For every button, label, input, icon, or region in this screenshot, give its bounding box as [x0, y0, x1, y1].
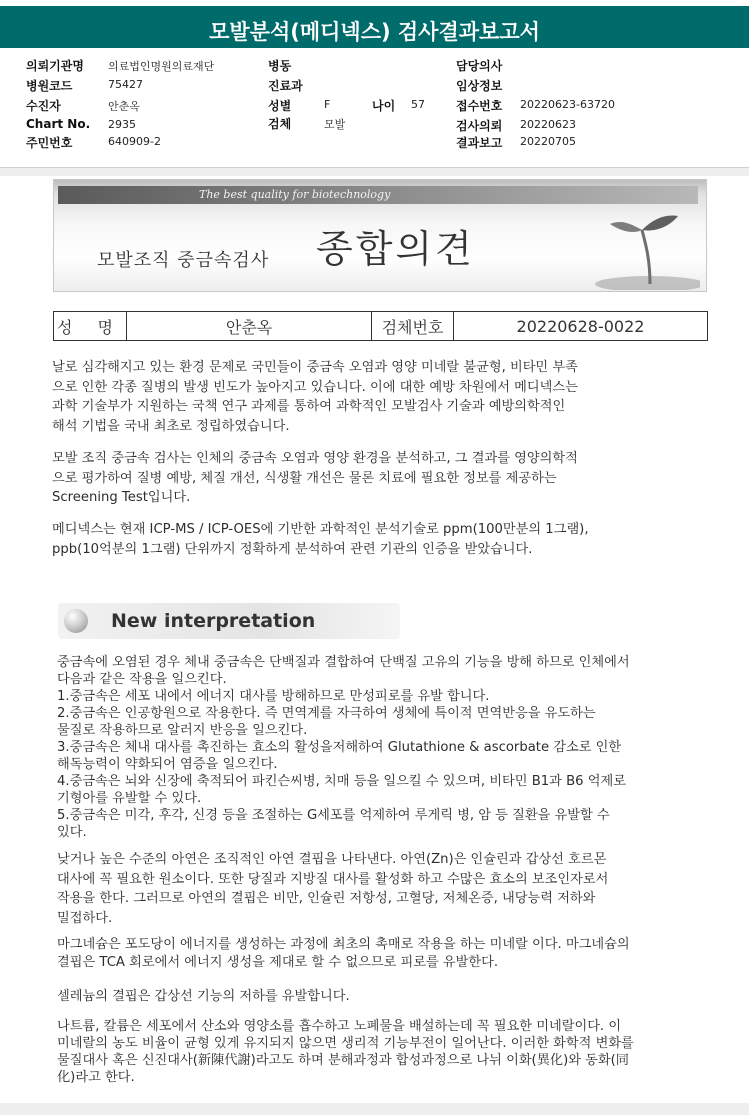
- intro-paragraph-3: [52, 520, 712, 559]
- resident-no-label: 주민번호: [26, 136, 73, 150]
- specimen-no-value: 20220628-0022: [516, 316, 645, 336]
- text-line: 2.중금속은 인공항원으로 작용한다. 즉 면역계를 자극하여 생체에 특이적 면역반응을 유도하는: [57, 706, 596, 721]
- report-title: 모발분석(메디넥스) 검사결과보고서: [0, 0, 749, 48]
- doctor-label: 담당의사: [456, 59, 503, 73]
- text-line: 기형아를 유발할 수 있다.: [57, 791, 202, 806]
- summary-banner: [53, 179, 707, 292]
- text-line: 4.중금속은 뇌와 신장에 축적되어 파킨슨씨병, 치매 등을 일으킬 수 있으며, 비타민 B1과 B6 억제로: [57, 774, 626, 789]
- chart-no-label: Chart No.: [26, 117, 91, 131]
- name-table: [53, 311, 708, 341]
- section-title: New interpretation: [111, 610, 316, 632]
- text-line: 과학 기술부가 지원하는 국책 연구 과제를 통하여 과학적인 모발검사 기술과 예방의학적인: [52, 399, 566, 414]
- resident-no-value: 640909-2: [108, 135, 161, 148]
- institution-value: 의료법인명원의료재단: [108, 60, 215, 73]
- request-date-value: 20220623: [520, 118, 576, 131]
- text-line: 날로 심각해지고 있는 환경 문제로 국민들이 중금속 오염과 영양 미네랄 불균형, 비타민 부족: [52, 360, 578, 375]
- text-line: 나트륨, 칼륨은 세포에서 산소와 영양소를 흡수하고 노폐물을 배설하는데 꼭 필요한 미네랄이다. 이: [57, 1019, 622, 1034]
- text-line: 으로 인한 각종 질병의 발생 빈도가 높아지고 있습니다. 이에 대한 예방 차원에서 메디넥스는: [52, 379, 578, 395]
- sex-label: 성별: [268, 99, 292, 113]
- report-date-label: 결과보고: [456, 136, 503, 150]
- text-line: 다음과 같은 작용을 일으킨다.: [57, 672, 227, 687]
- text-line: 셀레늄의 결핍은 갑상선 기능의 저하를 유발합니다.: [57, 989, 350, 1004]
- text-line: 미네랄의 농도 비율이 균형 있게 유지되지 않으면 생리적 기능부전이 일어난다. 이러한 화학적 변화를: [57, 1036, 634, 1051]
- specimen-label: 검체: [268, 117, 292, 131]
- text-line: 물질대사 혹은 신진대사(新陳代謝)라고도 하며 분해과정과 합성과정으로 나뉘 이화(異化)와 동화(同: [57, 1053, 629, 1068]
- text-line: 결핍은 TCA 회로에서 에너지 생성을 제대로 할 수 없으므로 피로를 유발한다.: [57, 955, 499, 970]
- patient-value: 안춘옥: [108, 100, 140, 113]
- banner-tagline: The best quality for biotechnology: [199, 188, 391, 201]
- text-line: 해독능력이 약화되어 염증을 일으킨다.: [57, 757, 278, 772]
- text-line: 5.중금속은 미각, 후각, 신경 등을 조절하는 G세포를 억제하여 루게릭 병, 암 등 질환을 유발할 수: [57, 808, 610, 823]
- intro-paragraph-1: [52, 358, 712, 436]
- patient-info-panel: [0, 52, 749, 168]
- sphere-bullet-icon: [64, 609, 88, 633]
- divider-band: [0, 168, 749, 176]
- text-line: 으로 평가하여 질병 예방, 체질 개선, 식생활 개선은 물론 치료에 필요한 정보를 제공하는: [52, 470, 557, 486]
- age-value: 57: [411, 98, 425, 111]
- text-line: 1.중금속은 세포 내에서 에너지 대사를 방해하므로 만성피로를 유발 합니다.: [57, 689, 490, 704]
- patient-label: 수진자: [26, 99, 61, 113]
- text-line: 대사에 꼭 필요한 원소이다. 또한 당질과 지방질 대사를 활성화 하고 수많은 효소의 보조인자로서: [57, 871, 609, 887]
- text-line: 마그네슘은 포도당이 에너지를 생성하는 과정에 최초의 촉매로 작용을 하는 미네랄 이다. 마그네슘의: [57, 937, 630, 952]
- section-header: [58, 603, 400, 639]
- interpretation-paragraph-sodium-potassium: [57, 1018, 712, 1086]
- clinical-info-label: 임상정보: [456, 79, 503, 93]
- banner-title: 종합의견: [316, 227, 475, 271]
- report-date-value: 20220705: [520, 135, 576, 148]
- text-line: 化)라고 한다.: [57, 1070, 135, 1085]
- interpretation-paragraph-magnesium: [57, 936, 712, 972]
- banner-subtitle: 모발조직 중금속검사: [97, 250, 270, 271]
- text-line: 중금속에 오염된 경우 체내 중금속은 단백질과 결합하여 단백질 고유의 기능을 방해 하므로 인체에서: [57, 655, 630, 670]
- text-line: Screening Test입니다.: [52, 490, 191, 505]
- text-line: 메디넥스는 현재 ICP-MS / ICP-OES에 기반한 과학적인 분석기술로 ppm(100만분의 1그램),: [52, 522, 589, 537]
- name-label: 성 명: [54, 312, 127, 340]
- text-line: 있다.: [57, 825, 87, 840]
- text-line: 밀접하다.: [57, 910, 113, 926]
- dept-label: 진료과: [268, 79, 303, 93]
- text-line: 해석 기법을 국내 최초로 정립하였습니다.: [52, 418, 290, 434]
- interpretation-paragraph-selenium: [57, 988, 712, 1005]
- text-line: 낮거나 높은 수준의 아연은 조직적인 아연 결핍을 나타낸다. 아연(Zn)은 인슐린과 갑상선 호르몬: [57, 852, 607, 867]
- ward-label: 병동: [268, 59, 292, 73]
- text-line: 3.중금속은 체내 대사를 촉진하는 효소의 활성을저해하여 Glutathione & ascorbate 감소로 인한: [57, 740, 622, 755]
- interpretation-paragraph-zinc: [57, 850, 712, 928]
- sprout-illustration: [580, 200, 700, 290]
- chart-no-value: 2935: [108, 118, 136, 131]
- specimen-value: 모발: [324, 118, 346, 131]
- footer-band: [0, 1103, 749, 1115]
- text-line: ppb(10억분의 1그램) 단위까지 정확하게 분석하여 관련 기관의 인증을 받았습니다.: [52, 541, 533, 557]
- text-line: 물질로 작용하므로 알러지 반응을 일으킨다.: [57, 723, 308, 738]
- text-line: 작용을 한다. 그러므로 아연의 결핍은 비만, 인슐린 저항성, 고혈당, 저체온증, 내당능력 저하와: [57, 891, 596, 906]
- receipt-no-value: 20220623-63720: [520, 98, 615, 111]
- institution-label: 의뢰기관명: [26, 59, 84, 73]
- specimen-no-label: 검체번호: [372, 312, 454, 340]
- hospital-code-value: 75427: [108, 78, 143, 91]
- text-line: 모발 조직 중금속 검사는 인체의 중금속 오염과 영양 환경을 분석하고, 그 결과를 영양의학적: [52, 451, 578, 466]
- name-value: 안춘옥: [127, 312, 372, 340]
- sex-value: F: [324, 98, 331, 111]
- request-date-label: 검사의뢰: [456, 119, 503, 133]
- age-label: 나이: [372, 99, 396, 113]
- receipt-no-label: 접수번호: [456, 99, 503, 113]
- intro-paragraph-2: [52, 449, 712, 508]
- interpretation-paragraph-1: [57, 654, 712, 841]
- hospital-code-label: 병원코드: [26, 79, 73, 93]
